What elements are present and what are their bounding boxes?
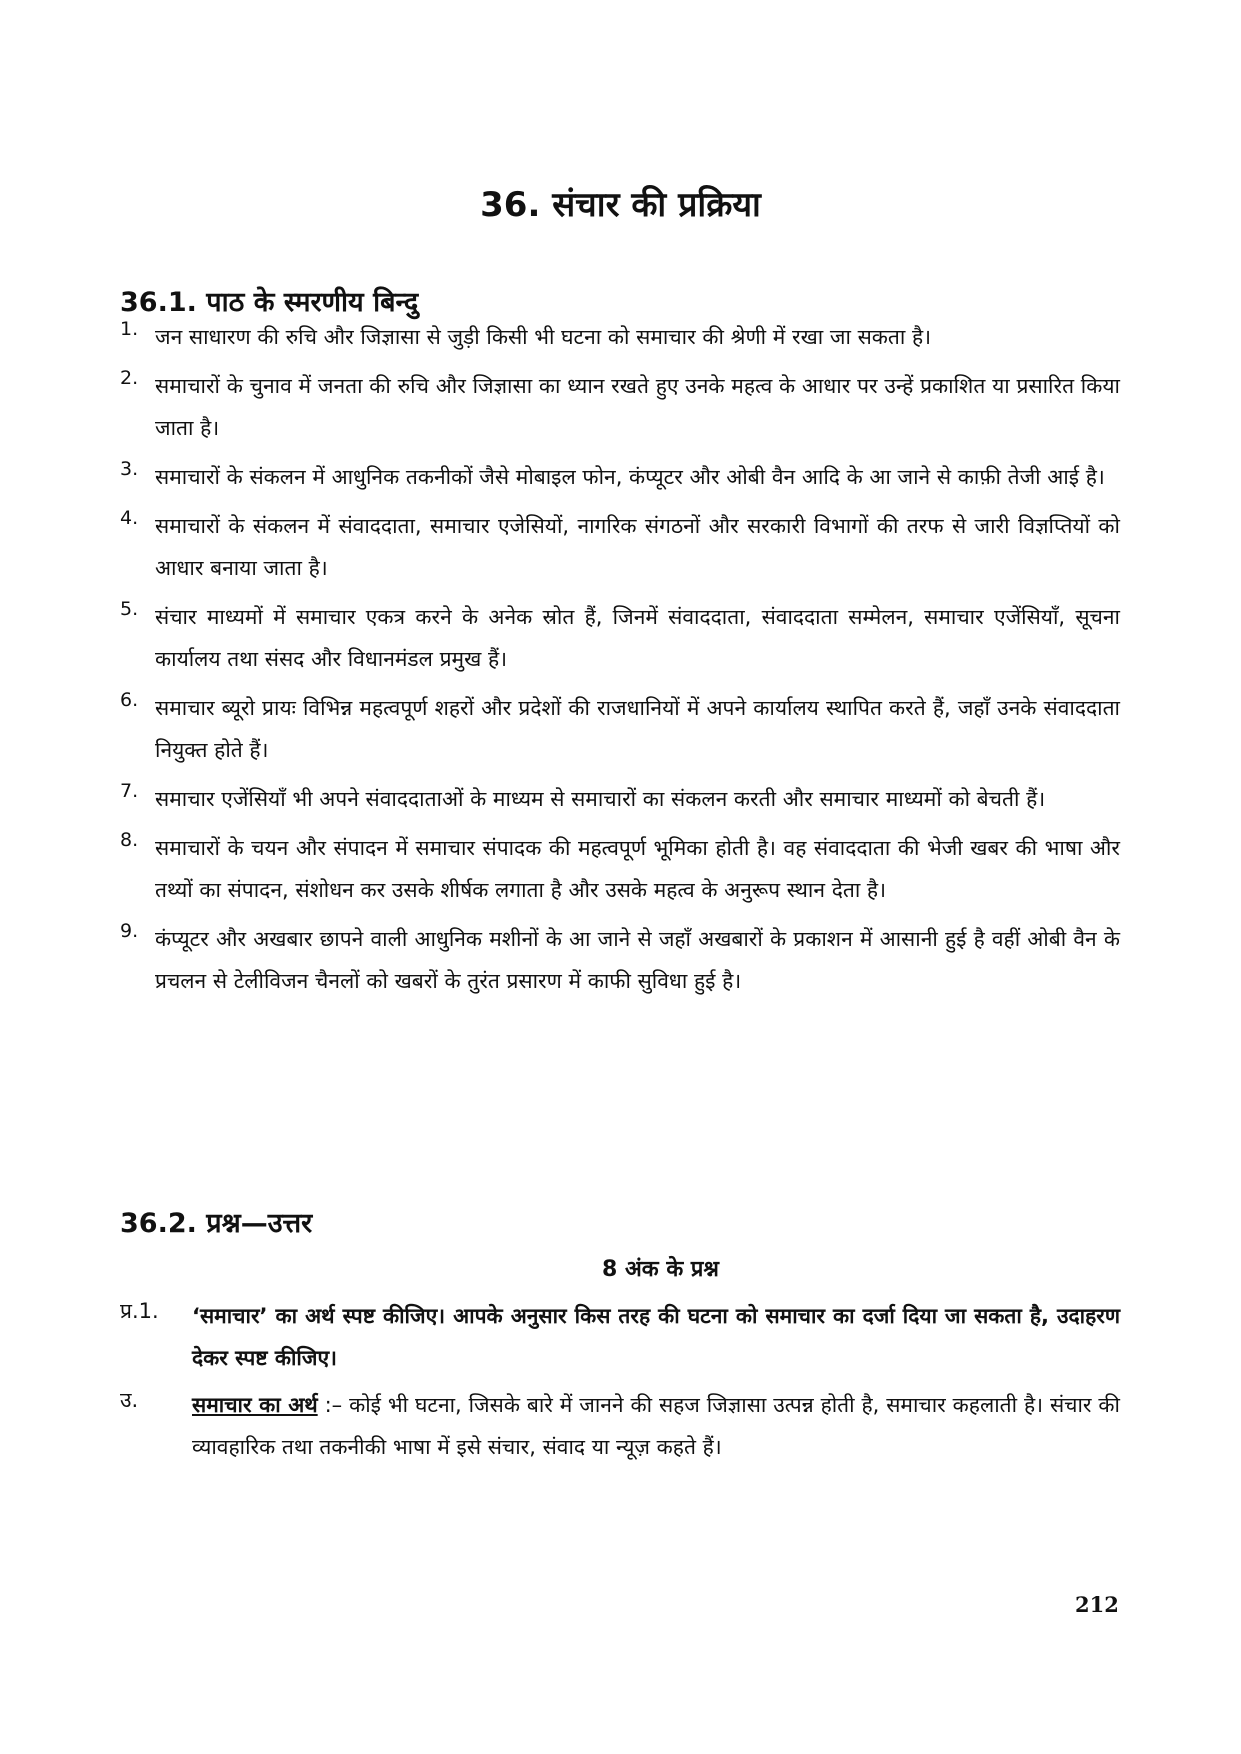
list-item (120, 456, 1120, 498)
list-item-text: समाचार ब्यूरो प्रायः विभिन्न महत्वपूर्ण शहरों और प्रदेशों की राजधानियों में अपने कार्यालय स्थापित करते हैं, जहाँ उनके संवाददाता नियुक्त होते हैं। (155, 696, 1120, 762)
answer-text: कोई भी घटना, जिसके बारे में जानने की सहज जिज्ञासा उत्पन्न होती है, समाचार कहलाती है। संचार की व्यावहारिक तथा तकनीकी भाषा में इसे संचार, संवाद या न्यूज़ कहते हैं। (192, 1393, 1120, 1459)
section-heading-points: 36.1. पाठ के स्मरणीय बिन्दु (120, 287, 419, 318)
chapter-title: 36. संचार की प्रक्रिया (480, 185, 761, 225)
list-item-number: 7. (120, 780, 139, 802)
list-item (120, 365, 1120, 449)
list-item (120, 827, 1120, 911)
question-label: प्र.1. (120, 1299, 159, 1323)
question-block (120, 1295, 1120, 1379)
marks-subheading: 8 अंक के प्रश्न (602, 1257, 719, 1282)
list-item-text: समाचार एजेंसियाँ भी अपने संवाददाताओं के माध्यम से समाचारों का संकलन करती और समाचार माध्यमों को बेचती हैं। (155, 787, 1046, 811)
points-list (120, 316, 1120, 1009)
list-item-text: समाचारों के संकलन में संवाददाता, समाचार एजेसियों, नागरिक संगठनों और सरकारी विभागों की तरफ से जारी विज्ञप्तियों को आधार बनाया जाता है। (155, 514, 1120, 580)
list-item-number: 6. (120, 689, 139, 711)
answer-block (120, 1384, 1120, 1468)
list-item (120, 918, 1120, 1002)
list-item-number: 8. (120, 829, 139, 851)
list-item-text: जन साधारण की रुचि और जिज्ञासा से जुड़ी किसी भी घटना को समाचार की श्रेणी में रखा जा सकता है। (155, 325, 932, 349)
list-item-number: 5. (120, 598, 139, 620)
list-item-text: समाचारों के संकलन में आधुनिक तकनीकों जैसे मोबाइल फोन, कंप्यूटर और ओबी वैन आदि के आ जाने से काफ़ी तेजी आई है। (155, 465, 1105, 489)
list-item (120, 778, 1120, 820)
list-item-text: समाचारों के चुनाव में जनता की रुचि और जिज्ञासा का ध्यान रखते हुए उनके महत्व के आधार पर उन्हें प्रकाशित या प्रसारित किया जाता है। (155, 374, 1120, 440)
list-item-number: 9. (120, 920, 139, 942)
list-item-text: समाचारों के चयन और संपादन में समाचार संपादक की महत्वपूर्ण भूमिका होती है। वह संवाददाता की भेजी खबर की भाषा और तथ्यों का संपादन, संशोधन कर उसके शीर्षक लगाता है और उसके महत्व के अनुरूप स्थान देता है। (155, 836, 1120, 902)
list-item-number: 2. (120, 367, 139, 389)
list-item (120, 596, 1120, 680)
list-item (120, 687, 1120, 771)
answer-text-block (192, 1384, 1120, 1468)
list-item-number: 3. (120, 458, 139, 480)
list-item (120, 316, 1120, 358)
list-item-number: 4. (120, 507, 139, 529)
answer-separator: :– (317, 1393, 350, 1417)
list-item (120, 505, 1120, 589)
page-number: 212 (1075, 1592, 1119, 1617)
list-item-text: कंप्यूटर और अखबार छापने वाली आधुनिक मशीनों के आ जाने से जहाँ अखबारों के प्रकाशन में आसानी हुई है वहीं ओबी वैन के प्रचलन से टेलीविजन चैनलों को खबरों के तुरंत प्रसारण में काफी सुविधा हुई है। (155, 927, 1120, 993)
question-text: ‘समाचार’ का अर्थ स्पष्ट कीजिए। आपके अनुसार किस तरह की घटना को समाचार का दर्जा दिया जा सकता है, उदाहरण देकर स्पष्ट कीजिए। (192, 1304, 1120, 1370)
list-item-number: 1. (120, 318, 139, 340)
answer-label: उ. (120, 1388, 139, 1412)
section-heading-qa: 36.2. प्रश्न—उत्तर (120, 1208, 313, 1239)
answer-term: समाचार का अर्थ (192, 1393, 318, 1417)
list-item-text: संचार माध्यमों में समाचार एकत्र करने के अनेक स्रोत हैं, जिनमें संवाददाता, संवाददाता सम्मेलन, समाचार एजेंसियाँ, सूचना कार्यालय तथा संसद और विधानमंडल प्रमुख हैं। (155, 605, 1120, 671)
